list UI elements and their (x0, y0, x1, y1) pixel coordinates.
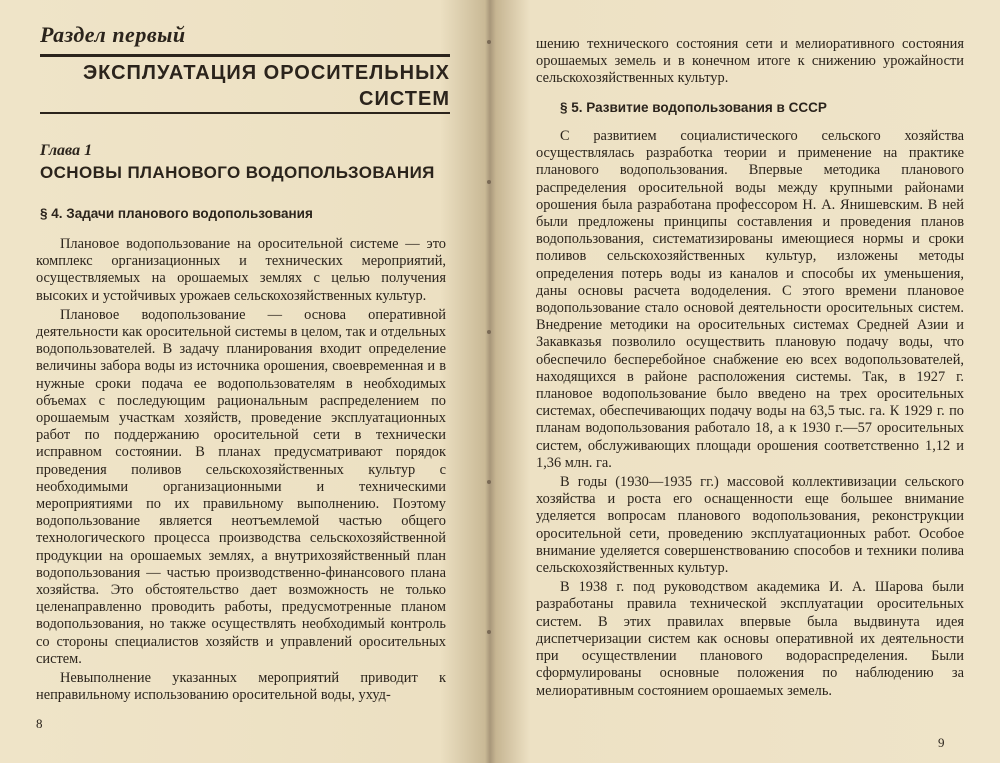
paragraph: Невыполнение указанных мероприятий приводит к неправильному использованию оросительной воды, ухуд- (36, 670, 446, 704)
binding-stitch (487, 480, 491, 484)
paragraph: В годы (1930—1935 гг.) массовой коллективизации сельского хозяйства и роста его оснащенности еще большее внимание уделяется вопросам планового водопользования, реконструкции оросительной сети, проведению эксплуатационных работ. Особое внимание уделяется совершенствованию способов и техники полива сельскохозяйственных культур. (536, 474, 964, 577)
binding-stitch (487, 40, 491, 44)
chapter-label: Глава 1 (40, 142, 93, 159)
section-heading: § 4. Задачи планового водопользования (40, 206, 313, 221)
title-rule (40, 112, 450, 114)
paragraph: Плановое водопользование — основа оперативной деятельности как оросительной системы в целом, так и отдельных водопользователей. В задачу планирования входит определение величины забора воды из источника орошения, своевременная и в нужные сроки подача ее водопользователям в необходимых объемах с последующим рациональным распределением по орошаемым участкам хозяйств, проведение эксплуатационных работ по поддержанию оросительной сети в технически исправном состоянии. В планах предусматривают порядок проведения поливов сельскохозяйственных культур с необходимыми организационными и техническими мероприятиями по их правильному выполнению. Поэтому водопользование является неотъемлемой частью общего технологического процесса производства сельскохозяйственной продукции на орошаемых землях, а внутрихозяйственный план водопользования — частью производственно-финансового плана хозяйства. Это обстоятельство дает возможность не только целенаправленно проводить работы, предусмотренные планом водопользования, но также осуществлять необходимый контроль со стороны специалистов хозяйств и управлений оросительных систем. (36, 306, 446, 667)
right-body-text (536, 128, 964, 700)
binding-stitch (487, 330, 491, 334)
paragraph: Плановое водопользование на оросительной системе — это комплекс организационных и технических мероприятий, осуществляемых на орошаемых землях с целью получения высоких и устойчивых урожаев сельскохозяйственных культур. (36, 236, 446, 304)
paragraph: шению технического состояния сети и мелиоративного состояния орошаемых земель и в конечном итоге к снижению урожайности сельскохозяйственных культур. (536, 36, 964, 87)
left-page (0, 0, 487, 763)
header-rule (40, 54, 450, 57)
part-title: ЭКСПЛУАТАЦИЯ ОРОСИТЕЛЬНЫХ СИСТЕМ (82, 62, 450, 110)
chapter-title: ОСНОВЫ ПЛАНОВОГО ВОДОПОЛЬЗОВАНИЯ (40, 163, 435, 182)
left-body-text (36, 236, 446, 704)
page-number: 9 (938, 735, 945, 750)
paragraph: В 1938 г. под руководством академика И. А. Шарова были разработаны правила технической эксплуатации оросительных систем. В этих правилах впервые была выдвинута идея диспетчеризации систем как основы оперативной их деятельности при осуществлении планового водораспределения. Были сформулированы основные положения по наблюдению за мелиоративным состоянием орошаемых земель. (536, 579, 964, 699)
page-number: 8 (36, 716, 43, 731)
section-heading: § 5. Развитие водопользования в СССР (560, 100, 827, 115)
right-page (500, 0, 1000, 763)
binding-stitch (487, 180, 491, 184)
binding-stitch (487, 630, 491, 634)
continuation-text (536, 36, 964, 88)
section-label: Раздел первый (40, 22, 186, 47)
paragraph: С развитием социалистического сельского хозяйства осуществлялась разработка теории и применение на практике планового водопользования. Впервые методика планового распределения оросительной воды между крупными районами орошения была разработана профессором Н. А. Янишевским. В ней были предложены принципы составления и проведения планов водопользования, систематизированы имеющиеся нормы и сроки поливов сельскохозяйственных культур, изложены методы определения потерь воды из каналов и способы их уменьшения, даны основы расчета вододеления. С этого времени плановое водопользование стало основой деятельности оросительных систем. Внедрение методики на оросительных системах Средней Азии и Закавказья позволило осуществить плановую подачу воды, что обеспечило бесперебойное снабжение ею всех водопользователей, находящихся в районе расположения системы. Так, в 1927 г. плановое водопользование было введено на трех оросительных системах, обеспечивающих подачу воды на 63,5 тыс. га. К 1929 г. по планам водопользования работало 18, а к 1930 г.—57 оросительных систем, обслуживающих площади орошения соответственно 1,12 и 1,36 млн. га. (536, 128, 964, 471)
